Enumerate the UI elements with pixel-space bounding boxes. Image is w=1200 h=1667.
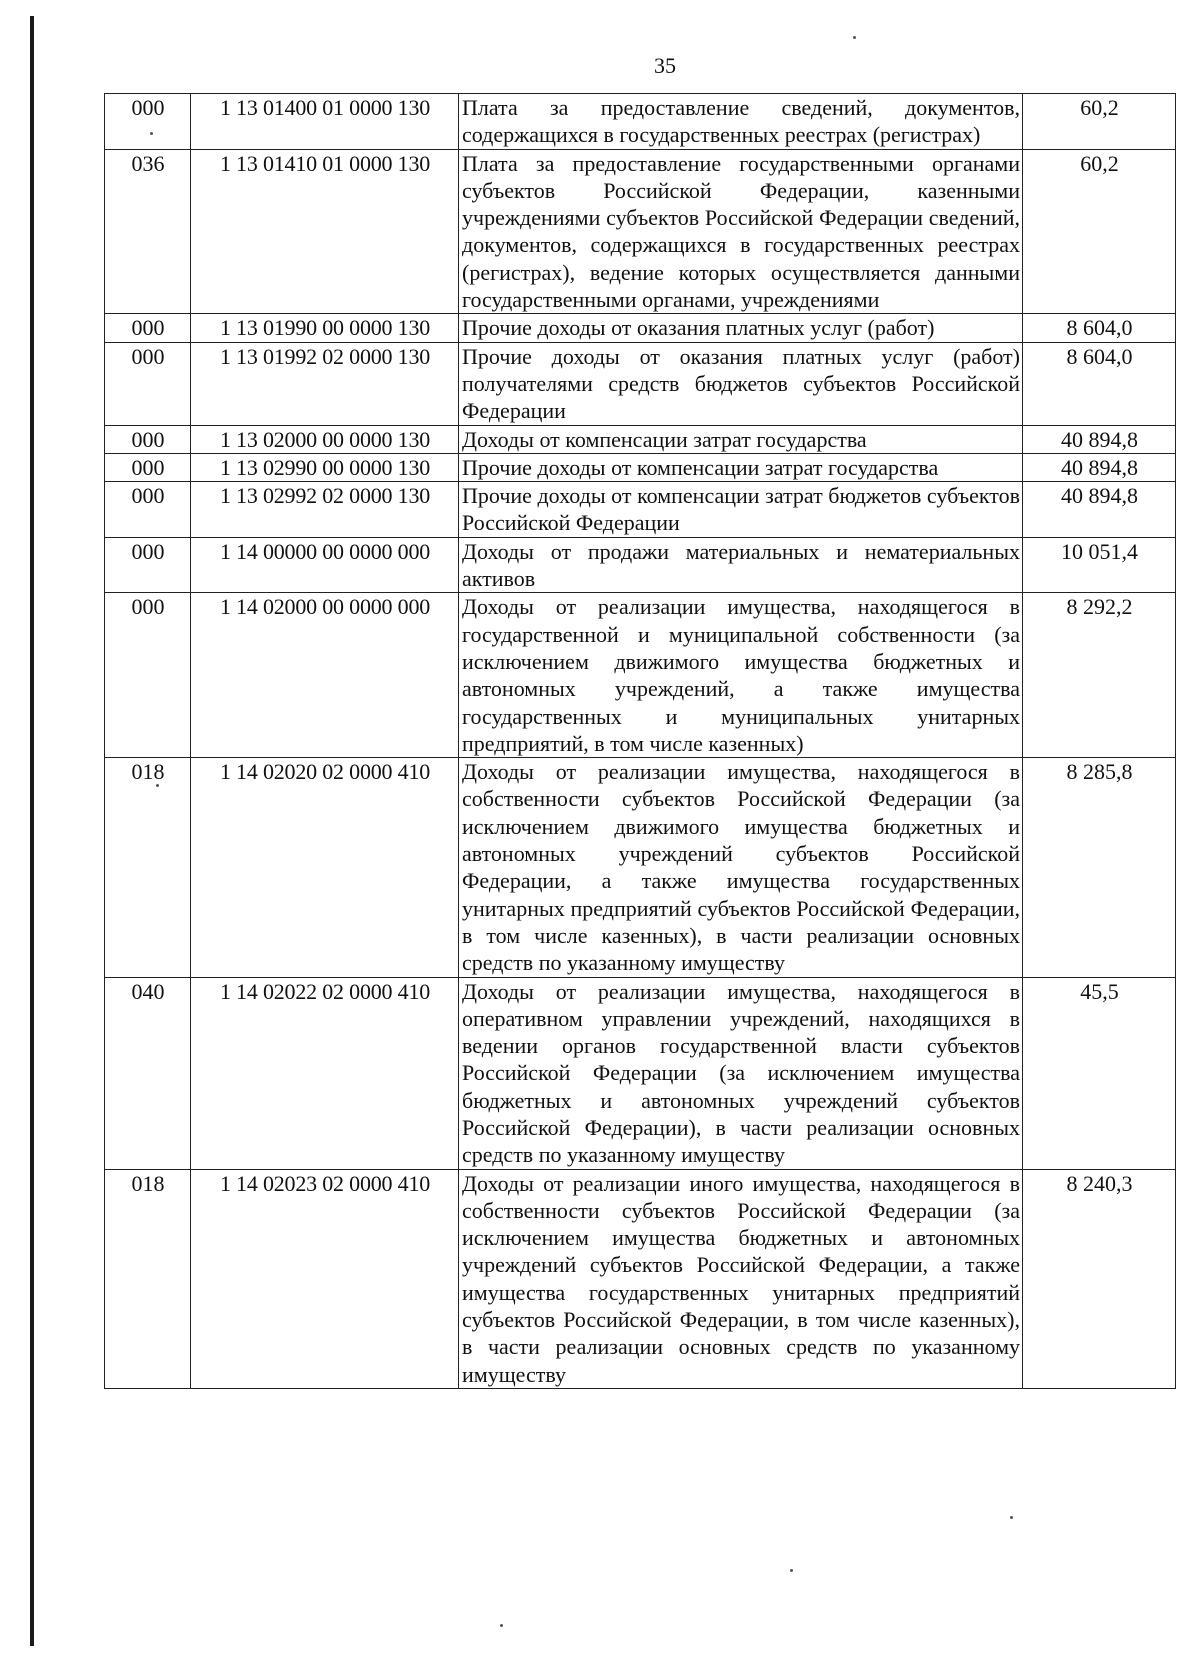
revenue-name-cell: Прочие доходы от компенсации затрат бюджетов субъектов Российской Федерации bbox=[459, 482, 1023, 538]
admin-code-cell: 040 bbox=[105, 977, 191, 1169]
table-row bbox=[105, 314, 1176, 342]
budget-code-cell: 1 13 02990 00 0000 130 bbox=[191, 453, 459, 481]
budget-code-cell: 1 13 01410 01 0000 130 bbox=[191, 149, 459, 314]
revenue-name-cell: Плата за предоставление сведений, документов, содержащихся в государственных реестрах (регистрах) bbox=[459, 94, 1023, 150]
budget-code-cell: 1 13 01990 00 0000 130 bbox=[191, 314, 459, 342]
budget-code-cell: 1 14 02023 02 0000 410 bbox=[191, 1169, 459, 1388]
table-row bbox=[105, 482, 1176, 538]
budget-code-cell: 1 13 02992 02 0000 130 bbox=[191, 482, 459, 538]
table-row bbox=[105, 977, 1176, 1169]
admin-code-cell: 000 bbox=[105, 314, 191, 342]
amount-cell: 8 292,2 bbox=[1023, 593, 1176, 758]
table-row bbox=[105, 94, 1176, 150]
amount-cell: 40 894,8 bbox=[1023, 453, 1176, 481]
revenue-name-cell: Доходы от реализации имущества, находящегося в оперативном управлении учреждений, находящихся в ведении органов государственной власти субъектов Российской Федерации (за исключением имущества бюджетных и автономных учреждений субъектов Российской Федерации), в части реализации основных средств по указанному имуществу bbox=[459, 977, 1023, 1169]
table-row bbox=[105, 453, 1176, 481]
amount-cell: 8 240,3 bbox=[1023, 1169, 1176, 1388]
amount-cell: 10 051,4 bbox=[1023, 537, 1176, 593]
admin-code-cell: 000 bbox=[105, 537, 191, 593]
amount-cell: 8 604,0 bbox=[1023, 314, 1176, 342]
amount-cell: 60,2 bbox=[1023, 94, 1176, 150]
amount-cell: 8 285,8 bbox=[1023, 758, 1176, 977]
scan-speck bbox=[1010, 1516, 1013, 1519]
revenue-name-cell: Прочие доходы от оказания платных услуг (работ) получателями средств бюджетов субъектов Российской Федерации bbox=[459, 342, 1023, 425]
table-row bbox=[105, 342, 1176, 425]
budget-code-cell: 1 14 00000 00 0000 000 bbox=[191, 537, 459, 593]
budget-code-cell: 1 14 02022 02 0000 410 bbox=[191, 977, 459, 1169]
revenue-name-cell: Прочие доходы от оказания платных услуг (работ) bbox=[459, 314, 1023, 342]
revenue-name-cell: Доходы от реализации имущества, находящегося в собственности субъектов Российской Федерации (за исключением движимого имущества бюджетных и автономных учреждений субъектов Российской Федерации, а также имущества государственных унитарных предприятий субъектов Российской Федерации, в том числе казенных), в части реализации основных средств по указанному имуществу bbox=[459, 758, 1023, 977]
budget-code-cell: 1 13 01400 01 0000 130 bbox=[191, 94, 459, 150]
table-row bbox=[105, 1169, 1176, 1388]
admin-code-cell: 018 bbox=[105, 758, 191, 977]
revenue-name-cell: Доходы от реализации имущества, находящегося в государственной и муниципальной собственности (за исключением движимого имущества бюджетных и автономных учреждений, а также имущества государственных и муниципальных унитарных предприятий, в том числе казенных) bbox=[459, 593, 1023, 758]
budget-code-cell: 1 14 02020 02 0000 410 bbox=[191, 758, 459, 977]
scan-speck bbox=[790, 1569, 793, 1572]
revenue-name-cell: Доходы от реализации иного имущества, находящегося в собственности субъектов Российской Федерации (за исключением имущества бюджетных и автономных учреждений субъектов Российской Федерации, а также имущества государственных унитарных предприятий субъектов Российской Федерации, в том числе казенных), в части реализации основных средств по указанному имуществу bbox=[459, 1169, 1023, 1388]
admin-code-cell: 000 bbox=[105, 94, 191, 150]
page-number: 35 bbox=[654, 53, 676, 78]
amount-cell: 60,2 bbox=[1023, 149, 1176, 314]
amount-cell: 40 894,8 bbox=[1023, 482, 1176, 538]
scan-speck bbox=[150, 132, 153, 135]
admin-code-cell: 018 bbox=[105, 1169, 191, 1388]
admin-code-cell: 000 bbox=[105, 482, 191, 538]
table-row bbox=[105, 425, 1176, 453]
table-row bbox=[105, 149, 1176, 314]
revenue-table bbox=[104, 93, 1176, 1389]
budget-code-cell: 1 13 02000 00 0000 130 bbox=[191, 425, 459, 453]
amount-cell: 45,5 bbox=[1023, 977, 1176, 1169]
admin-code-cell: 000 bbox=[105, 593, 191, 758]
scan-speck bbox=[853, 36, 856, 39]
admin-code-cell: 000 bbox=[105, 342, 191, 425]
scan-edge-line bbox=[30, 16, 34, 1646]
revenue-name-cell: Плата за предоставление государственными органами субъектов Российской Федерации, казенными учреждениями субъектов Российской Федерации сведений, документов, содержащихся в государственных реестрах (регистрах), ведение которых осуществляется данными государственными органами, учреждениями bbox=[459, 149, 1023, 314]
table-row bbox=[105, 593, 1176, 758]
table-row bbox=[105, 758, 1176, 977]
revenue-name-cell: Прочие доходы от компенсации затрат государства bbox=[459, 453, 1023, 481]
revenue-name-cell: Доходы от компенсации затрат государства bbox=[459, 425, 1023, 453]
table-row bbox=[105, 537, 1176, 593]
admin-code-cell: 000 bbox=[105, 453, 191, 481]
budget-code-cell: 1 13 01992 02 0000 130 bbox=[191, 342, 459, 425]
scan-speck bbox=[500, 1624, 503, 1627]
admin-code-cell: 000 bbox=[105, 425, 191, 453]
amount-cell: 40 894,8 bbox=[1023, 425, 1176, 453]
budget-code-cell: 1 14 02000 00 0000 000 bbox=[191, 593, 459, 758]
scan-speck bbox=[156, 784, 159, 787]
revenue-name-cell: Доходы от продажи материальных и нематериальных активов bbox=[459, 537, 1023, 593]
amount-cell: 8 604,0 bbox=[1023, 342, 1176, 425]
admin-code-cell: 036 bbox=[105, 149, 191, 314]
